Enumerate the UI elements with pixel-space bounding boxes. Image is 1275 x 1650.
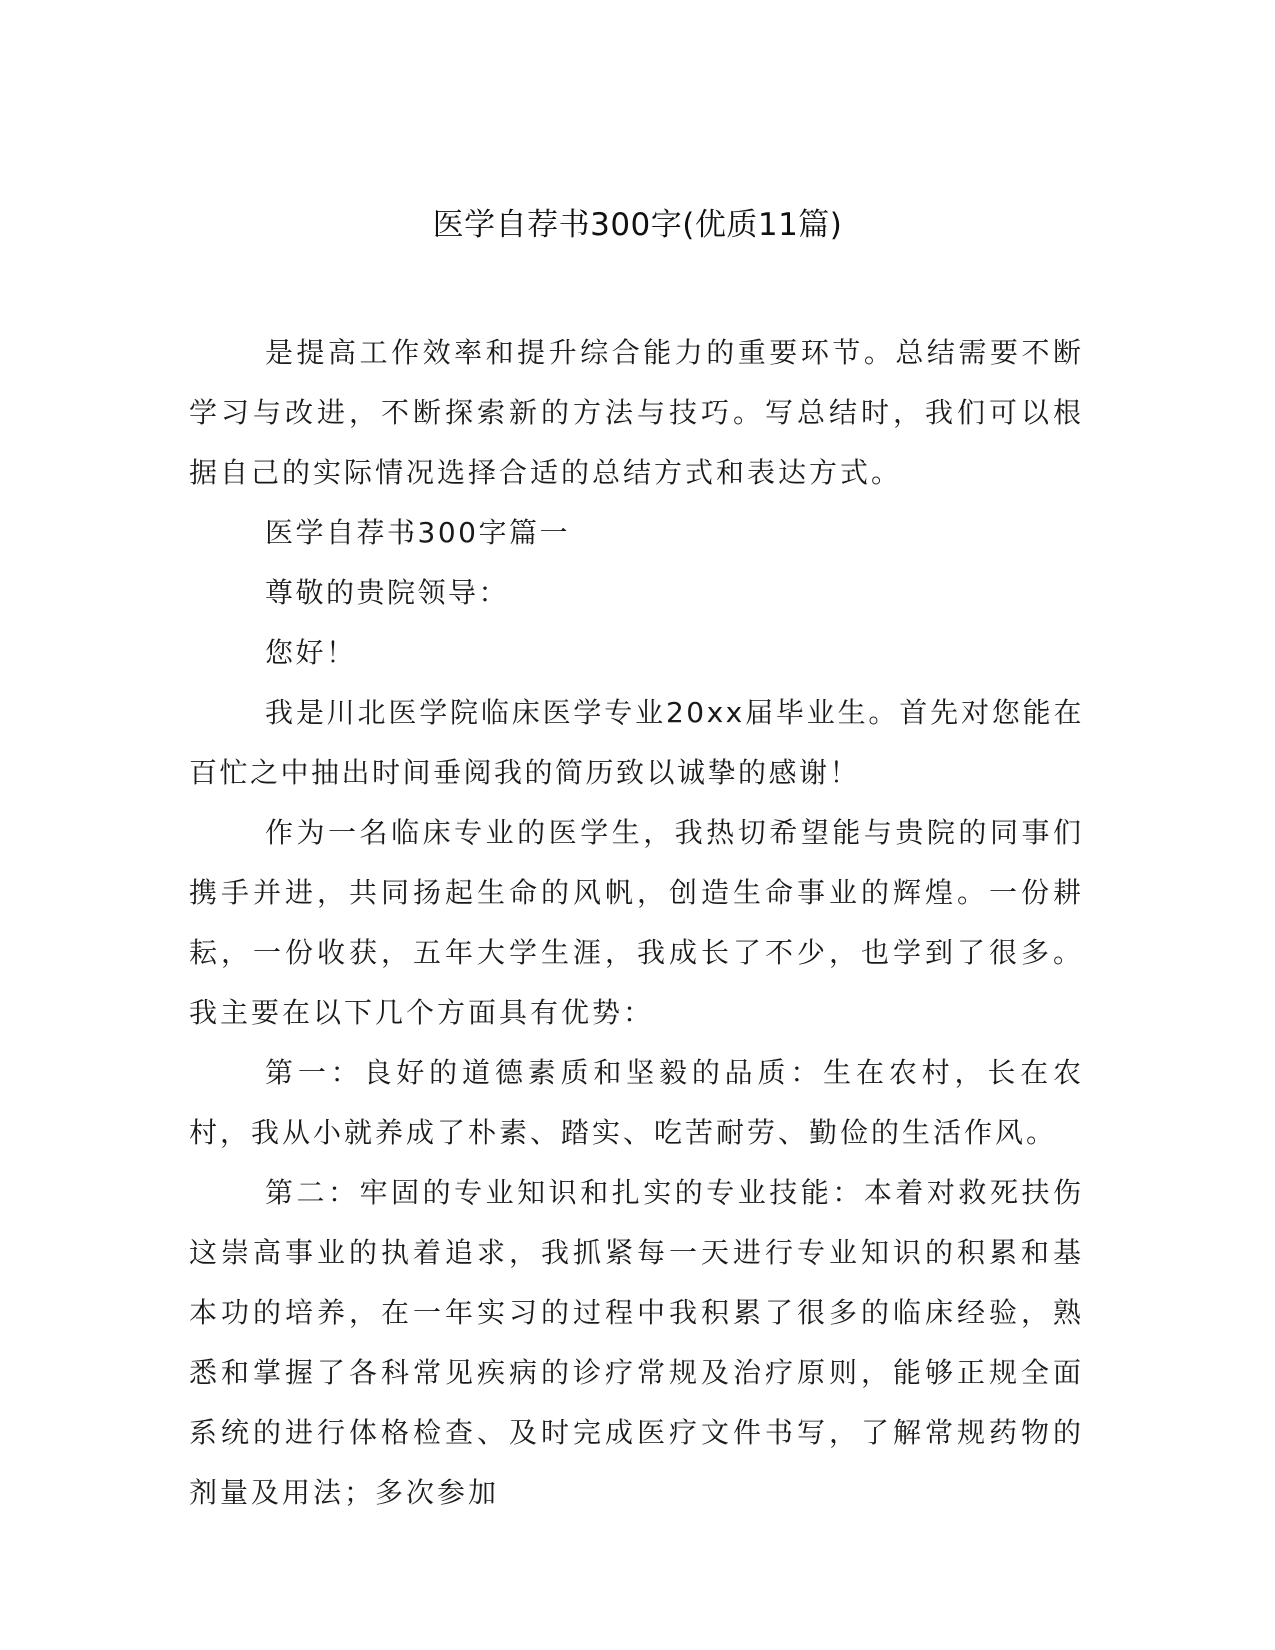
document-body bbox=[189, 323, 1084, 1523]
body-paragraph: 我是川北医学院临床医学专业20xx届毕业生。首先对您能在百忙之中抽出时间垂阅我的简历致以诚挚的感谢！ bbox=[189, 696, 1084, 789]
section-heading: 医学自荐书300字篇一 bbox=[265, 516, 570, 549]
body-paragraph: 作为一名临床专业的医学生，我热切希望能与贵院的同事们携手并进，共同扬起生命的风帆，创造生命事业的辉煌。一份耕耘，一份收获，五年大学生涯，我成长了不少，也学到了很多。我主要在以下几个方面具有优势： bbox=[189, 816, 1084, 1029]
intro-paragraph: 是提高工作效率和提升综合能力的重要环节。总结需要不断学习与改进，不断探索新的方法与技巧。写总结时，我们可以根据自己的实际情况选择合适的总结方式和表达方式。 bbox=[189, 336, 1084, 489]
greeting: 您好！ bbox=[265, 636, 357, 669]
body-paragraph: 第一：良好的道德素质和坚毅的品质：生在农村，长在农村，我从小就养成了朴素、踏实、吃苦耐劳、勤俭的生活作风。 bbox=[189, 1056, 1084, 1149]
body-paragraph: 第二：牢固的专业知识和扎实的专业技能：本着对救死扶伤这崇高事业的执着追求，我抓紧每一天进行专业知识的积累和基本功的培养，在一年实习的过程中我积累了很多的临床经验，熟悉和掌握了各科常见疾病的诊疗常规及治疗原则，能够正规全面系统的进行体格检查、及时完成医疗文件书写，了解常规药物的剂量及用法；多次参加 bbox=[189, 1176, 1084, 1509]
document-title: 医学自荐书300字(优质11篇) bbox=[432, 207, 843, 243]
salutation: 尊敬的贵院领导： bbox=[265, 576, 510, 609]
